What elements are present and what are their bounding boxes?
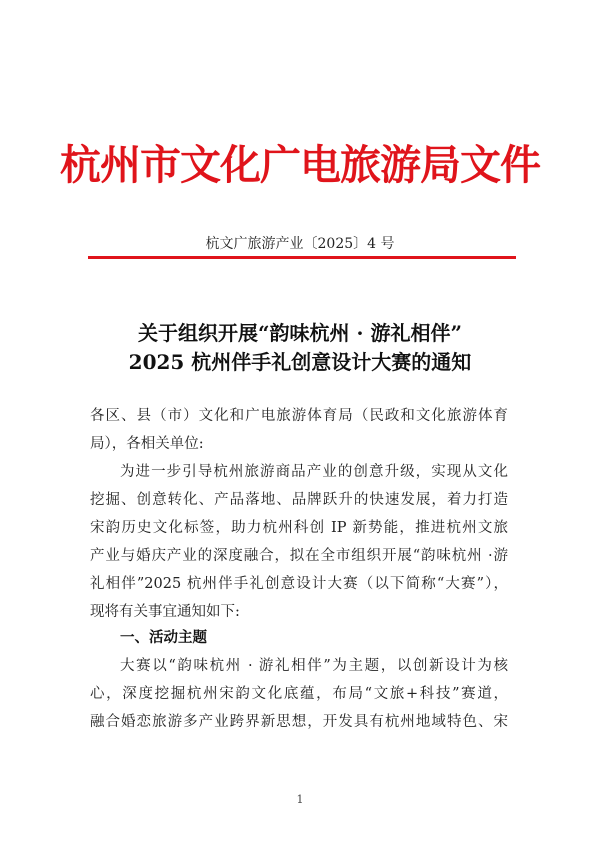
intro-line-1: 为进一步引导杭州旅游商品产业的创意升级，实现从文化 bbox=[120, 464, 508, 480]
intro-line-2: 挖掘、创意转化、产品落地、品牌跃升的快速发展，着力打造 bbox=[90, 492, 508, 508]
section-1-heading: 一、活动主题 bbox=[120, 630, 207, 646]
masthead-title: 杭州市文化广电旅游局文件 bbox=[60, 141, 540, 189]
notice-title-line-1: 关于组织开展“韵味杭州 · 游礼相伴” bbox=[138, 321, 462, 345]
section-1-line-1: 大赛以“韵味杭州 · 游礼相伴”为主题，以创新设计为核 bbox=[120, 658, 508, 674]
page-number: 1 bbox=[296, 793, 304, 806]
addressee-line-1: 各区、县（市）文化和广电旅游体育局（民政和文化旅游体育 bbox=[90, 408, 508, 424]
intro-line-6: 现将有关事宜通知如下: bbox=[90, 604, 240, 620]
red-divider-line bbox=[88, 256, 516, 259]
section-1-line-3: 融合婚恋旅游多产业跨界新思想，开发具有杭州地域特色、宋 bbox=[90, 714, 508, 730]
intro-line-3: 宋韵历史文化标签，助力杭州科创 IP 新势能，推进杭州文旅 bbox=[90, 520, 508, 536]
intro-line-4: 产业与婚庆产业的深度融合，拟在全市组织开展“韵味杭州 ·游 bbox=[90, 548, 508, 564]
addressee-line-2: 局），各相关单位: bbox=[90, 436, 204, 452]
notice-title-line-2: 2025 杭州伴手礼创意设计大赛的通知 bbox=[128, 350, 472, 374]
document-number: 杭文广旅游产业〔2025〕4 号 bbox=[205, 236, 395, 252]
section-1-line-2: 心，深度挖掘杭州宋韵文化底蕴，布局“文旅+科技”赛道， bbox=[90, 686, 508, 702]
intro-line-5: 礼相伴”2025 杭州伴手礼创意设计大赛（以下简称“大赛”）， bbox=[90, 576, 508, 592]
